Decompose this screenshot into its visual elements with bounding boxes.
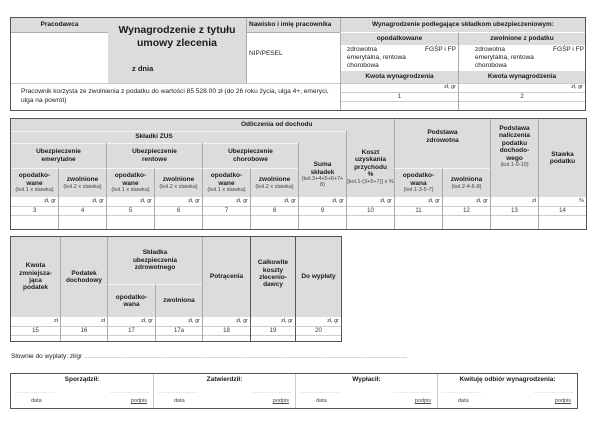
- date-label: z dnia: [132, 64, 154, 73]
- payout-col-unit: zł, gr: [250, 317, 295, 326]
- health-base-exempt: [442, 168, 490, 197]
- deduction-col-input[interactable]: [346, 215, 394, 229]
- signature-role-label: Sporządził:: [64, 376, 100, 383]
- deduction-col-unit: zł, gr: [442, 197, 490, 206]
- payout-col-input[interactable]: [107, 335, 155, 341]
- form-title: [108, 24, 246, 50]
- group-disability: Ubezpieczenie rentowe: [106, 143, 202, 168]
- taxed-sub-formula: (kol.1 x stawka): [15, 187, 54, 194]
- payout-col-input[interactable]: [11, 335, 60, 341]
- signature-label: podpis: [554, 398, 571, 404]
- payout-col-input[interactable]: [60, 335, 107, 341]
- zus-exempt-subheader: [154, 168, 202, 197]
- deduction-col-unit: zł, gr: [394, 197, 442, 206]
- health-base-taxed: [394, 168, 442, 197]
- deduction-col-unit: zł, gr: [298, 197, 346, 206]
- tax-rate-label: Stawka podatku: [538, 119, 586, 197]
- sum-formula: (kol.3+4+5+6+7+ 8): [301, 176, 344, 189]
- deduction-col-number: 10: [346, 206, 394, 216]
- deduction-col-unit: zł, gr: [154, 197, 202, 206]
- date-input[interactable]: ...................................: [158, 389, 197, 394]
- taxed-insurance-types: [340, 45, 458, 71]
- income-tax-label: Podatek dochodowy: [60, 237, 107, 317]
- exempt-insurance-types: [458, 45, 585, 71]
- deduction-col-input[interactable]: [490, 215, 538, 229]
- payout-col-input[interactable]: [202, 335, 250, 341]
- deduction-col-number: 9: [298, 206, 346, 216]
- payout-col-unit: zł, gr: [295, 317, 341, 326]
- signature-role-label: Wypłacił:: [352, 376, 381, 383]
- taxed-sub-formula: (kol.1 x stawka): [111, 187, 150, 194]
- col1-number: 1: [340, 92, 458, 102]
- signature-block: [437, 374, 577, 408]
- taxed-sub-label: opodatko-wane: [210, 172, 243, 187]
- deduction-col-number: 13: [490, 206, 538, 216]
- payout-col-number: 20: [295, 326, 341, 336]
- tax-base-label: Podstawa naliczenia podatku dochodo-wego: [498, 125, 531, 162]
- deduction-col-number: 5: [106, 206, 154, 216]
- signature-role-label: Zatwierdził:: [206, 376, 243, 383]
- health-insurance-type: zdrowotna: [475, 46, 505, 53]
- signature-input[interactable]: ...................................: [394, 389, 433, 394]
- payout-col-number: 19: [250, 326, 295, 336]
- payout-col-number: 18: [202, 326, 250, 336]
- health-base-taxed-label: opodatko-wana: [402, 172, 435, 187]
- deduction-col-unit: zł, gr: [202, 197, 250, 206]
- taxed-sub-label: opodatko-wane: [18, 172, 51, 187]
- signature-block: [153, 374, 295, 408]
- exempt-sub-label: zwolnione: [66, 176, 99, 184]
- payout-col-input[interactable]: [295, 335, 341, 341]
- deduction-col-unit: zł, gr: [346, 197, 394, 206]
- payout-col-unit: zł, gr: [107, 317, 155, 326]
- exempt-sub-label: zwolnione: [258, 176, 291, 184]
- deduction-col-number: 7: [202, 206, 250, 216]
- date-input[interactable]: ...................................: [442, 389, 481, 394]
- deduction-col-unit: zł, gr: [58, 197, 106, 206]
- sum-header: [298, 143, 346, 197]
- payout-col-number: 17: [107, 326, 155, 336]
- tax-base-formula: (kol.1-9-10): [500, 162, 529, 169]
- signature-input[interactable]: ...................................: [534, 389, 573, 394]
- deduction-col-input[interactable]: [106, 215, 154, 229]
- pension-disability-type: emerytalna, rentowa: [475, 54, 534, 61]
- taxed-sub-formula: (kol.1 x stawka): [207, 187, 246, 194]
- col1-amount-input[interactable]: [340, 101, 458, 110]
- deduction-col-unit: zł, gr: [250, 197, 298, 206]
- health-base-taxed-formula: (kol.1-3-5-7): [403, 187, 434, 194]
- payout-col-number: 16: [60, 326, 107, 336]
- date-label: data: [174, 398, 185, 404]
- form-title-line2: umowy zlecenia: [137, 37, 217, 49]
- deduction-col-number: 11: [394, 206, 442, 216]
- health-contrib-exempt: zwolniona: [155, 284, 202, 317]
- cost-header: [346, 131, 394, 197]
- deduction-col-number: 6: [154, 206, 202, 216]
- nip-pesel-label: NIP/PESEL: [246, 32, 340, 83]
- deductions-title: Odliczenia od dochodu: [241, 121, 313, 129]
- zus-taxed-subheader: [106, 168, 154, 197]
- signature-role-label: Kwituję odbiór wynagrodzenia:: [459, 376, 556, 383]
- health-base-exempt-label: zwolniona: [450, 176, 483, 184]
- total-cost-label: Całkowite koszty zlecenio-dawcy: [250, 237, 295, 317]
- deduction-col-input[interactable]: [202, 215, 250, 229]
- deduction-col-unit: zł, gr: [44, 198, 56, 204]
- deduction-col-input[interactable]: [298, 215, 346, 229]
- signature-label: podpis: [130, 398, 147, 404]
- zus-exempt-subheader: [250, 168, 298, 197]
- group-sickness: Ubezpieczenie chorobowe: [202, 143, 298, 168]
- date-label: data: [316, 398, 327, 404]
- cost-label: Koszt uzyskania przychodu %: [354, 148, 387, 179]
- exempt-sub-formula: (kol.2 x stawka): [255, 183, 294, 190]
- in-words-row: [11, 353, 551, 360]
- signature-label: podpis: [272, 398, 289, 404]
- payout-col-unit: zł: [54, 318, 58, 324]
- tax-reducing-label: Kwota zmniejsza-jąca podatek: [19, 262, 52, 292]
- to-pay-label: Do wypłaty: [295, 237, 341, 317]
- zus-exempt-subheader: [58, 168, 106, 197]
- fgsp-type: FGŚP i FP: [425, 46, 456, 53]
- deductions-label: Potrącenia: [202, 237, 250, 317]
- sickness-type: chorobowa: [347, 62, 379, 69]
- exempt-sub-label: zwolnione: [162, 176, 195, 184]
- deduction-col-unit: zł, gr: [106, 197, 154, 206]
- in-words-input[interactable]: ..................................................................................................................................................................................................: [83, 354, 408, 360]
- employee-name-label: Nawisko i imię pracownika: [246, 18, 340, 32]
- employer-label: Pracodawca: [11, 18, 108, 32]
- tax-base-header: [490, 119, 538, 197]
- deduction-col-input[interactable]: [394, 215, 442, 229]
- payout-col-number: 15: [11, 326, 60, 336]
- sickness-type: chorobowa: [475, 62, 507, 69]
- signature-input[interactable]: ...................................: [110, 389, 149, 394]
- exempt-sub-formula: (kol.2 x stawka): [63, 183, 102, 190]
- payout-col-unit: zł, gr: [202, 317, 250, 326]
- cost-formula: [kol.1-(3+5+7)] x %: [347, 178, 394, 185]
- deduction-col-number: 3: [11, 206, 58, 216]
- health-contrib-taxed: opodatko-wana: [107, 284, 155, 317]
- health-contrib-label: Składka ubezpieczenia zdrowotnego: [107, 237, 202, 284]
- zus-taxed-subheader: [202, 168, 250, 197]
- zus-label: Składki ZUS: [135, 133, 173, 141]
- deduction-col-number: 4: [58, 206, 106, 216]
- group-pension: Ubezpieczenie emerytalne: [36, 148, 81, 163]
- date-input[interactable]: ...................................: [15, 389, 54, 394]
- amount-label-taxed: Kwota wynagrodzenia: [340, 71, 458, 83]
- deduction-col-input[interactable]: [154, 215, 202, 229]
- tax-exempt-label: zwolnione z podatku: [458, 32, 585, 45]
- deduction-col-number: 12: [442, 206, 490, 216]
- signature-label: podpis: [414, 398, 431, 404]
- insured-pay-label: Wynagrodzenie podlegające składkom ubezpieczeniowym:: [340, 18, 585, 32]
- fgsp-type: FGŚP i FP: [553, 46, 584, 53]
- signature-block: [295, 374, 437, 408]
- sum-label: Suma składek: [310, 161, 335, 176]
- signature-input[interactable]: ...................................: [252, 389, 291, 394]
- health-base-exempt-formula: (kol.2-4-6-8): [451, 183, 482, 190]
- health-base-label: Podstawa zdrowotna: [394, 119, 490, 168]
- exemption-note: Pracownik korzysta ze zwolnienia z podatku do wartości 85 528.00 zł (do 26 roku życia, ulga 4+, emeryci, ulga na powrót): [21, 88, 329, 104]
- deduction-col-input[interactable]: [442, 215, 490, 229]
- col2-unit: zł, gr: [458, 83, 585, 92]
- health-insurance-type: zdrowotna: [347, 46, 377, 53]
- col2-amount-input[interactable]: [458, 101, 585, 110]
- pension-disability-type: emerytalna, rentowa: [347, 54, 406, 61]
- exempt-sub-formula: (kol.2 x stawka): [159, 183, 198, 190]
- payout-col-number: 17a: [155, 326, 202, 336]
- date-input[interactable]: ...................................: [300, 389, 339, 394]
- payout-col-unit: zł: [60, 317, 107, 326]
- in-words-label: Słownie do wypłaty: zł/gr: [11, 353, 83, 360]
- deduction-col-number: 14: [538, 206, 586, 216]
- deduction-col-input[interactable]: [58, 215, 106, 229]
- signature-block: [11, 374, 153, 408]
- taxed-sub-label: opodatko-wane: [114, 172, 147, 187]
- date-label: data: [31, 398, 42, 404]
- deduction-col-number: 8: [250, 206, 298, 216]
- deduction-col-unit: zł: [490, 197, 538, 206]
- date-label: data: [458, 398, 469, 404]
- deduction-col-input[interactable]: [250, 215, 298, 229]
- zus-taxed-subheader: [11, 168, 58, 197]
- payout-col-input[interactable]: [155, 335, 202, 341]
- col1-unit: zł, gr: [340, 83, 458, 92]
- payout-col-input[interactable]: [250, 335, 295, 341]
- taxed-label: opodatkowane: [340, 32, 458, 45]
- deduction-col-unit: %: [538, 197, 586, 206]
- amount-label-exempt: Kwota wynagrodzenia: [458, 71, 585, 83]
- deduction-col-input[interactable]: [538, 215, 586, 229]
- employer-field[interactable]: [11, 32, 108, 83]
- form-title-line1: Wynagrodzenie z tytułu: [118, 24, 236, 36]
- col2-number: 2: [458, 92, 585, 102]
- payout-col-unit: zł, gr: [155, 317, 202, 326]
- deduction-col-input[interactable]: [11, 215, 58, 229]
